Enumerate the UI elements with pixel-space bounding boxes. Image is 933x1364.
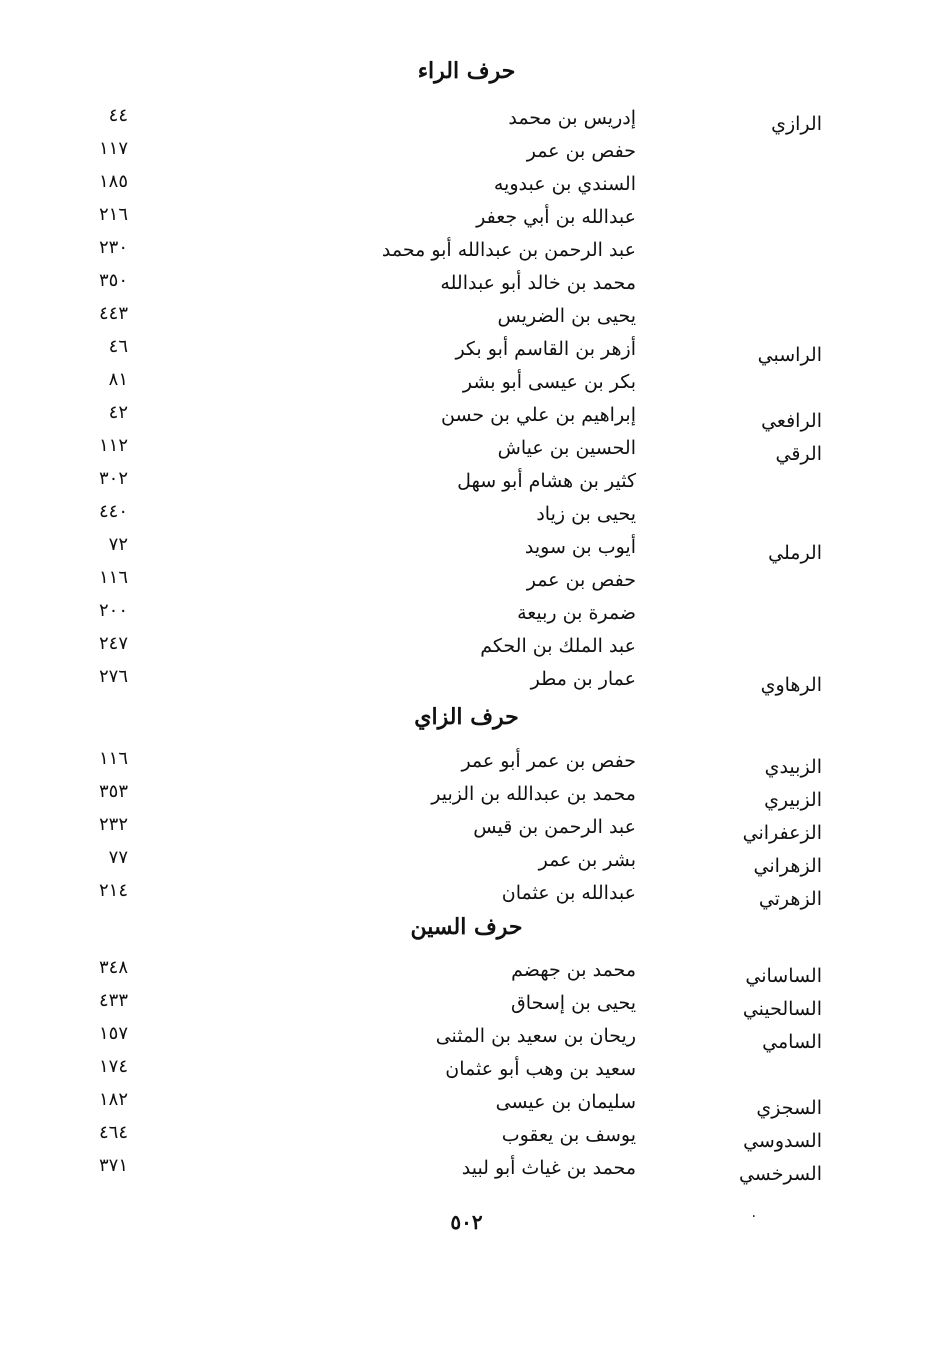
entry-nisba: السرخسي xyxy=(738,1163,822,1185)
entry-name: يحيى بن زياد xyxy=(536,503,636,525)
entry-nisba: الرقي xyxy=(775,443,822,465)
index-entry xyxy=(0,876,933,909)
entry-page-number: ٣٧١ xyxy=(98,1155,128,1176)
entry-page-number: ٤٣٣ xyxy=(98,990,128,1011)
page-number: ٥٠٢ xyxy=(450,1210,483,1234)
index-entry xyxy=(0,134,933,167)
footer-mark: ٠ xyxy=(750,1208,758,1224)
entry-nisba: الرملي xyxy=(768,542,822,564)
entry-name: يحيى بن إسحاق xyxy=(511,992,636,1014)
entry-name: عبد الملك بن الحكم xyxy=(480,635,636,657)
index-entry xyxy=(0,953,933,986)
entry-name: محمد بن عبدالله بن الزبير xyxy=(431,783,636,805)
index-entry xyxy=(0,810,933,843)
entry-nisba: السجزي xyxy=(756,1097,822,1119)
entry-page-number: ٤٢ xyxy=(108,402,128,423)
index-entry xyxy=(0,332,933,365)
entry-page-number: ١٥٧ xyxy=(98,1023,128,1044)
index-entry xyxy=(0,744,933,777)
entry-page-number: ٢٤٧ xyxy=(98,633,128,654)
index-entry xyxy=(0,596,933,629)
entry-page-number: ١١٧ xyxy=(98,138,128,159)
section-heading: حرف السين xyxy=(410,914,523,940)
entry-name: حفص بن عمر أبو عمر xyxy=(461,750,636,772)
entry-name: ريحان بن سعيد بن المثنى xyxy=(435,1025,636,1047)
index-entry xyxy=(0,629,933,662)
entry-name: بكر بن عيسى أبو بشر xyxy=(462,371,636,393)
entry-name: إبراهيم بن علي بن حسن xyxy=(440,404,636,426)
entry-page-number: ٤٤٣ xyxy=(98,303,128,324)
entry-name: سليمان بن عيسى xyxy=(495,1091,636,1113)
entry-name: الحسين بن عياش xyxy=(497,437,636,459)
entry-page-number: ٢٠٠ xyxy=(98,600,128,621)
entry-nisba: الراسبي xyxy=(757,344,822,366)
index-entry xyxy=(0,299,933,332)
index-entry xyxy=(0,431,933,464)
entry-name: حفص بن عمر xyxy=(526,569,636,591)
entry-nisba: السامي xyxy=(762,1031,822,1053)
entry-name: يوسف بن يعقوب xyxy=(501,1124,636,1146)
index-entry xyxy=(0,1019,933,1052)
entry-nisba: السدوسي xyxy=(743,1130,822,1152)
entry-page-number: ٨١ xyxy=(108,369,128,390)
entry-name: محمد بن جهضم xyxy=(511,959,636,981)
entry-name: عبدالله بن عثمان xyxy=(501,882,636,904)
entry-page-number: ١١٢ xyxy=(98,435,128,456)
index-entry xyxy=(0,266,933,299)
entry-page-number: ٣٥٣ xyxy=(98,781,128,802)
entry-page-number: ٧٢ xyxy=(108,534,128,555)
entry-nisba: الزبيري xyxy=(764,789,822,811)
entry-page-number: ١٨٢ xyxy=(98,1089,128,1110)
entry-page-number: ٣٠٢ xyxy=(98,468,128,489)
index-entry xyxy=(0,843,933,876)
entry-name: سعيد بن وهب أبو عثمان xyxy=(445,1058,636,1080)
index-entry xyxy=(0,200,933,233)
entry-nisba: الزعفراني xyxy=(742,822,822,844)
entry-page-number: ١١٦ xyxy=(98,567,128,588)
entry-page-number: ١٧٤ xyxy=(98,1056,128,1077)
entry-nisba: الرهاوي xyxy=(760,674,822,696)
entry-name: أزهر بن القاسم أبو بكر xyxy=(455,338,636,360)
index-entry xyxy=(0,1085,933,1118)
entry-page-number: ٤٤٠ xyxy=(98,501,128,522)
entry-page-number: ٢١٤ xyxy=(98,880,128,901)
entry-page-number: ٣٥٠ xyxy=(98,270,128,291)
entry-page-number: ٤٦ xyxy=(108,336,128,357)
entry-name: السندي بن عبدويه xyxy=(493,173,636,195)
entry-nisba: السالحيني xyxy=(742,998,822,1020)
entry-name: بشر بن عمر xyxy=(538,849,636,871)
section-heading: حرف الزاي xyxy=(414,704,519,730)
entry-page-number: ٢١٦ xyxy=(98,204,128,225)
index-entry xyxy=(0,1052,933,1085)
entry-name: أيوب بن سويد xyxy=(524,536,636,558)
index-entry xyxy=(0,101,933,134)
entry-name: إدريس بن محمد xyxy=(508,107,636,129)
index-entry xyxy=(0,497,933,530)
entry-nisba: الزهراني xyxy=(753,855,822,877)
entry-page-number: ٧٧ xyxy=(108,847,128,868)
index-entry xyxy=(0,777,933,810)
entry-name: عبد الرحمن بن قيس xyxy=(473,816,636,838)
entry-name: محمد بن خالد أبو عبدالله xyxy=(440,272,636,294)
index-entry xyxy=(0,167,933,200)
entry-name: ضمرة بن ربيعة xyxy=(517,602,636,624)
entry-nisba: الرازي xyxy=(771,113,822,135)
index-entry xyxy=(0,986,933,1019)
index-entry xyxy=(0,1151,933,1184)
entry-name: عمار بن مطر xyxy=(530,668,636,690)
entry-page-number: ٤٤ xyxy=(108,105,128,126)
entry-page-number: ٢٣٠ xyxy=(98,237,128,258)
entry-name: محمد بن غياث أبو لبيد xyxy=(461,1157,636,1179)
entry-nisba: الزبيدي xyxy=(764,756,822,778)
index-entry xyxy=(0,365,933,398)
index-entry xyxy=(0,1118,933,1151)
index-entry xyxy=(0,233,933,266)
entry-nisba: الزهرتي xyxy=(758,888,822,910)
entry-name: كثير بن هشام أبو سهل xyxy=(457,470,636,492)
entry-page-number: ٤٦٤ xyxy=(98,1122,128,1143)
index-entry xyxy=(0,464,933,497)
section-heading: حرف الراء xyxy=(417,58,516,84)
entry-page-number: ٣٤٨ xyxy=(98,957,128,978)
entry-name: عبدالله بن أبي جعفر xyxy=(476,206,636,228)
entry-page-number: ٢٧٦ xyxy=(98,666,128,687)
entry-page-number: ١١٦ xyxy=(98,748,128,769)
entry-nisba: الرافعي xyxy=(761,410,822,432)
entry-name: عبد الرحمن بن عبدالله أبو محمد xyxy=(381,239,636,261)
entry-name: يحيى بن الضريس xyxy=(497,305,636,327)
entry-page-number: ١٨٥ xyxy=(98,171,128,192)
index-entry xyxy=(0,530,933,563)
index-entry xyxy=(0,563,933,596)
index-entry xyxy=(0,662,933,695)
index-entry xyxy=(0,398,933,431)
entry-nisba: الساساني xyxy=(745,965,822,987)
entry-page-number: ٢٣٢ xyxy=(98,814,128,835)
entry-name: حفص بن عمر xyxy=(526,140,636,162)
